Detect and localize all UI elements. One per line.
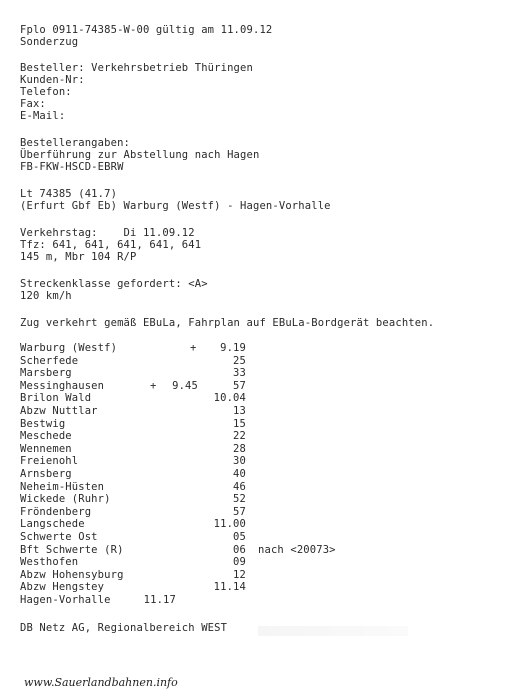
table-row [20, 455, 480, 467]
table-row [20, 418, 480, 430]
departure-time: 40 [233, 468, 246, 480]
departure-time: 28 [233, 442, 246, 455]
customer-number-label: Kunden-Nr: [20, 74, 85, 86]
departure-time: 05 [233, 531, 246, 543]
station-name: Freienohl [20, 455, 79, 468]
station-name: Bestwig [20, 417, 66, 430]
station-name: Scherfede [20, 354, 79, 367]
departure-time: 12 [233, 568, 246, 581]
orderer-line: Besteller: Verkehrsbetrieb Thüringen [20, 62, 253, 74]
arrival-time: 9.45 [172, 379, 198, 392]
operating-day: Verkehrstag: Di 11.09.12 [20, 227, 195, 239]
departure-time: 57 [233, 505, 246, 518]
timetable-table [20, 342, 480, 612]
line-class: Streckenklasse gefordert: <A> [20, 278, 208, 290]
departure-time: 22 [233, 430, 246, 443]
departure-time: 11.00 [213, 518, 246, 531]
row-note: nach <20073> [258, 543, 336, 556]
ebula-note: Zug verkehrt gemäß EBuLa, Fahrplan auf EBuLa-Bordgerät beachten. [20, 317, 435, 329]
fax-label: Fax: [20, 98, 46, 110]
departure-time: 57 [233, 379, 246, 392]
train-length-braking: 145 m, Mbr 104 R/P [20, 251, 137, 263]
station-name: Bft Schwerte (R) [20, 543, 124, 556]
station-name: Schwerte Ost [20, 531, 98, 543]
departure-time: 15 [233, 417, 246, 430]
station-name: Abzw Hengstey [20, 581, 105, 594]
timetable-document [20, 0, 505, 700]
station-name: Hagen-Vorhalle [20, 594, 111, 606]
table-row [20, 594, 480, 606]
max-speed: 120 km/h [20, 290, 72, 302]
orderer-details-heading: Bestellerangaben: [20, 137, 131, 149]
table-row [20, 518, 480, 530]
website-watermark: www.Sauerlandbahnen.info [24, 676, 178, 689]
station-name: Wennemen [20, 442, 72, 455]
orderer-details-text: Überführung zur Abstellung nach Hagen [20, 149, 260, 161]
table-row [20, 392, 480, 404]
table-row [20, 468, 480, 480]
table-row [20, 493, 480, 505]
train-route: (Erfurt Gbf Eb) Warburg (Westf) - Hagen-Vorhalle [20, 200, 331, 212]
train-category: Sonderzug [20, 36, 79, 48]
arrival-mark: + [150, 379, 157, 392]
scan-smudge [258, 626, 408, 636]
departure-time: 52 [233, 493, 246, 506]
station-name: Langschede [20, 518, 85, 531]
station-name: Arnsberg [20, 468, 72, 480]
table-row [20, 355, 480, 367]
station-name: Abzw Nuttlar [20, 405, 98, 417]
departure-time: 10.04 [213, 392, 246, 405]
table-row [20, 380, 480, 392]
traction-units: Tfz: 641, 641, 641, 641, 641 [20, 239, 202, 251]
station-name: Neheim-Hüsten [20, 480, 105, 493]
departure-time: 11.14 [213, 581, 246, 594]
table-row [20, 481, 480, 493]
departure-time: 06 [233, 543, 246, 556]
station-name: Wickede (Ruhr) [20, 493, 111, 506]
timetable-id-line: Fplo 0911-74385-W-00 gültig am 11.09.12 [20, 24, 273, 36]
arrival-time: 11.17 [143, 594, 176, 606]
departure-time: 9.19 [220, 342, 246, 354]
station-name: Abzw Hohensyburg [20, 568, 124, 581]
station-name: Brilon Wald [20, 392, 92, 405]
departure-time: 46 [233, 480, 246, 493]
station-name: Messinghausen [20, 379, 105, 392]
station-name: Westhofen [20, 556, 79, 569]
station-name: Warburg (Westf) [20, 342, 118, 354]
signature-line: DB Netz AG, Regionalbereich WEST [20, 622, 228, 634]
departure-time: 13 [233, 405, 246, 417]
email-label: E-Mail: [20, 110, 66, 122]
table-row [20, 544, 480, 556]
train-number: Lt 74385 (41.7) [20, 188, 118, 200]
departure-time: 09 [233, 556, 246, 569]
table-row [20, 443, 480, 455]
table-row [20, 506, 480, 518]
departure-time: 30 [233, 455, 246, 468]
orderer-details-code: FB-FKW-HSCD-EBRW [20, 161, 124, 173]
table-row [20, 531, 480, 543]
station-name: Marsberg [20, 367, 72, 380]
departure-time: 25 [233, 354, 246, 367]
table-row [20, 569, 480, 581]
table-row [20, 342, 480, 354]
departure-mark: + [190, 342, 197, 354]
table-row [20, 405, 480, 417]
station-name: Fröndenberg [20, 505, 92, 518]
table-row [20, 556, 480, 568]
table-row [20, 581, 480, 593]
departure-time: 33 [233, 367, 246, 380]
table-row [20, 367, 480, 379]
table-row [20, 430, 480, 442]
station-name: Meschede [20, 430, 72, 443]
phone-label: Telefon: [20, 86, 72, 98]
